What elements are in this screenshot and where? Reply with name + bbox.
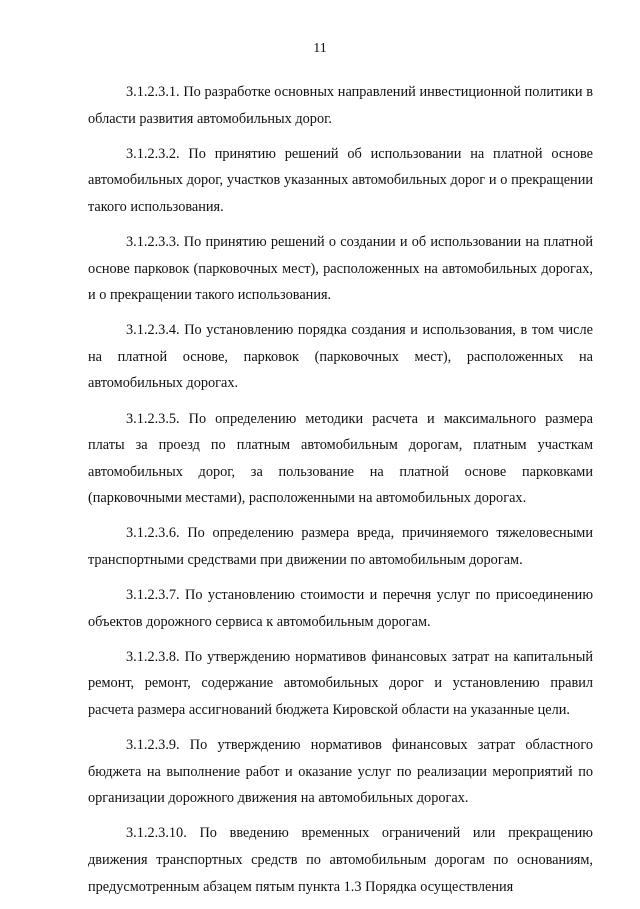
paragraph: 3.1.2.3.2. По принятию решений об использовании на платной основе автомобильных дорог, участков указанных автомобильных дорог и о прекращении такого использования. (88, 145, 593, 215)
paragraph: 3.1.2.3.9. По утверждению нормативов финансовых затрат областного бюджета на выполнение работ и оказание услуг по реализации мероприятий по организации дорожного движения на автомобильных дорогах. (88, 737, 593, 807)
paragraph: 3.1.2.3.1. По разработке основных направлений инвестиционной политики в области развития автомобильных дорог. (88, 84, 593, 127)
page-number: 11 (313, 41, 327, 56)
paragraph: 3.1.2.3.5. По определению методики расчета и максимального размера платы за проезд по платным автомобильным дорогам, платным участкам автомобильных дорог, за пользование на платной основе парковками (парковочными местами), расположенными на автомобильных дорогах. (88, 410, 593, 507)
document-body (88, 79, 593, 909)
paragraph: 3.1.2.3.10. По введению временных ограничений или прекращению движения транспортных средств по автомобильным дорогам по основаниям, предусмотренным абзацем пятым пункта 1.3 Порядка осуществления (88, 825, 593, 895)
paragraph: 3.1.2.3.4. По установлению порядка создания и использования, в том числе на платной основе, парковок (парковочных мест), расположенных на автомобильных дорогах. (88, 322, 593, 392)
paragraph: 3.1.2.3.6. По определению размера вреда, причиняемого тяжеловесными транспортными средствами при движении по автомобильным дорогам. (88, 525, 593, 568)
paragraph: 3.1.2.3.8. По утверждению нормативов финансовых затрат на капитальный ремонт, ремонт, содержание автомобильных дорог и установлению правил расчета размера ассигнований бюджета Кировской области на указанные цели. (88, 648, 593, 718)
paragraph: 3.1.2.3.3. По принятию решений о создании и об использовании на платной основе парковок (парковочных мест), расположенных на автомобильных дорогах, и о прекращении такого использования. (88, 233, 593, 304)
paragraph: 3.1.2.3.7. По установлению стоимости и перечня услуг по присоединению объектов дорожного сервиса к автомобильным дорогам. (88, 587, 593, 630)
